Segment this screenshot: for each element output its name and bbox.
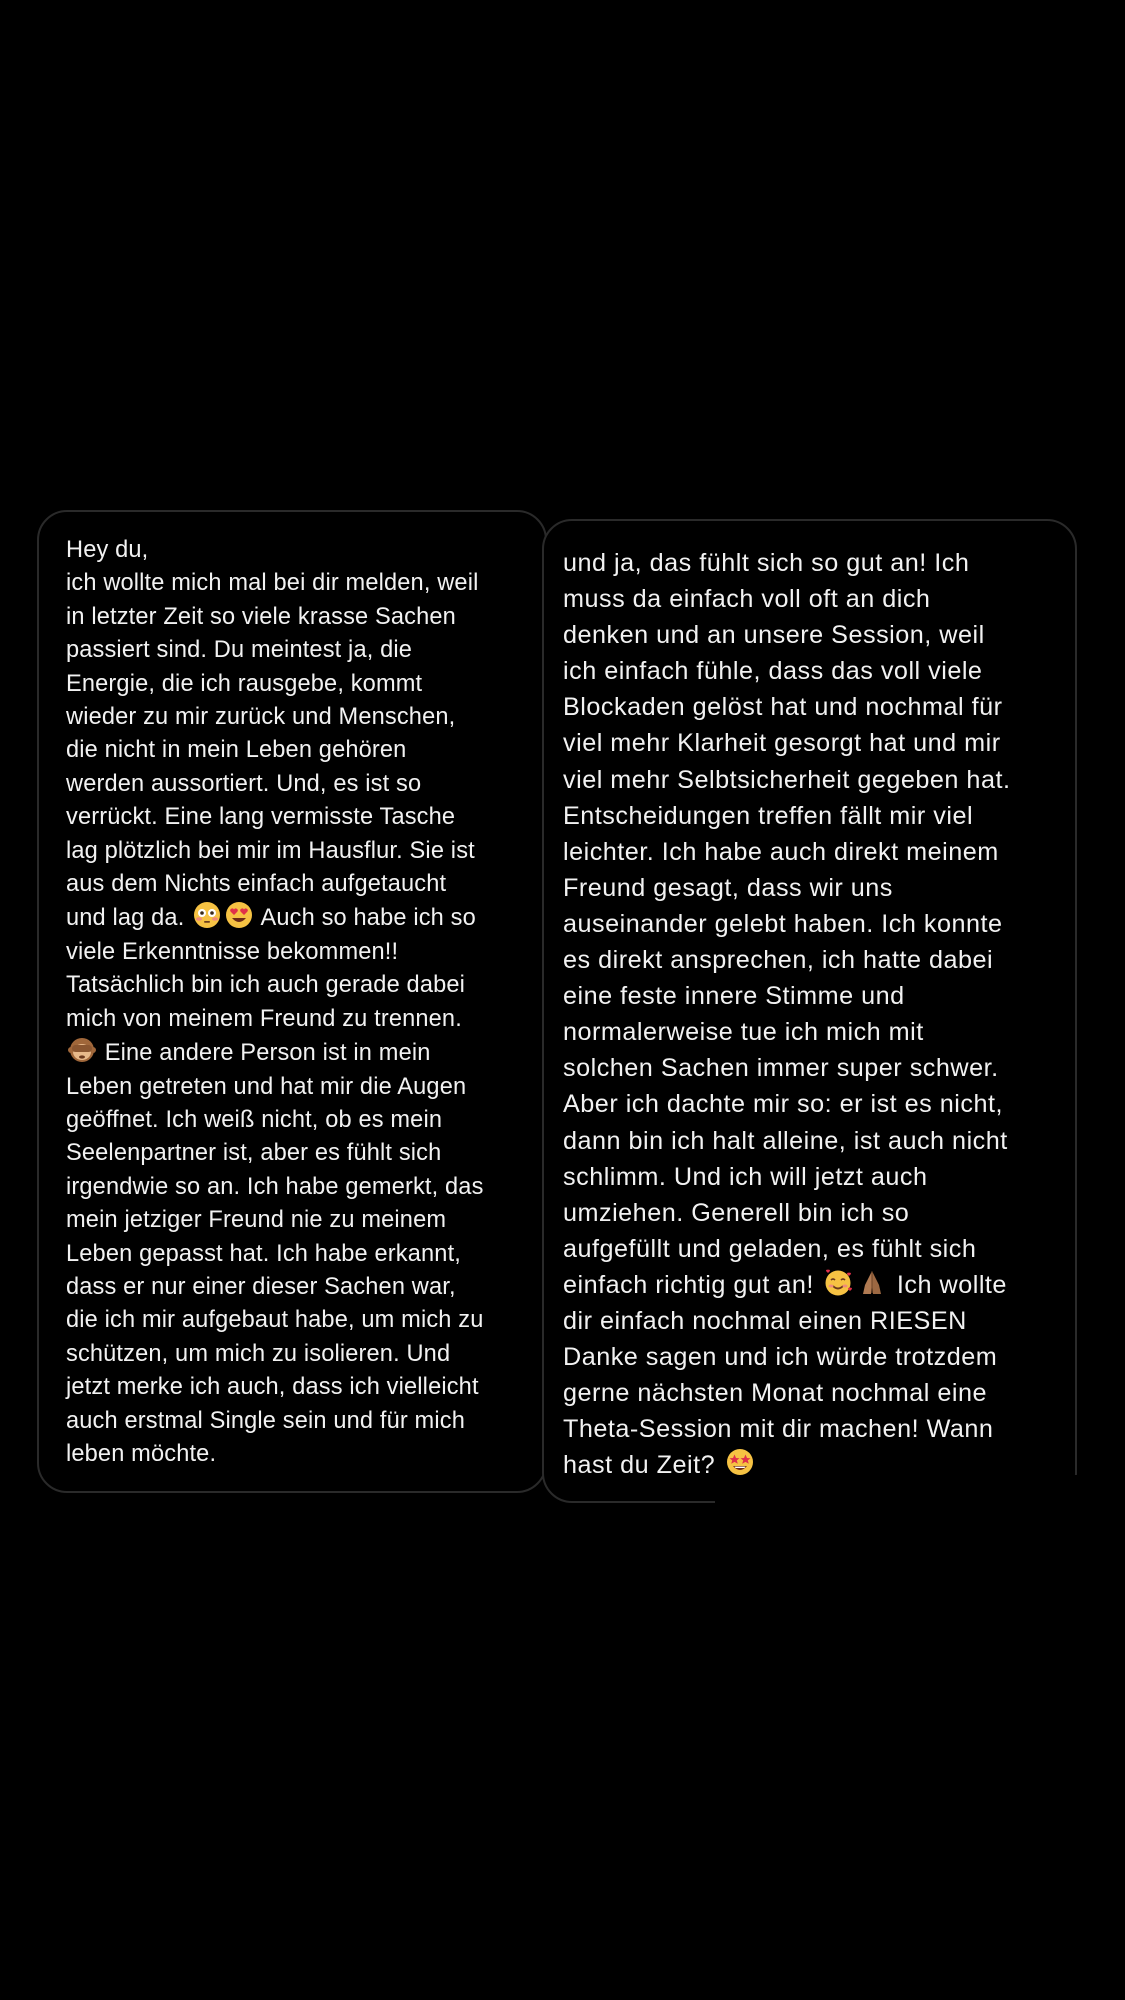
message-right-part-1: und ja, das fühlt sich so gut an! Ich muss da einfach voll oft an dich denken und an unsere Session, weil ich einfach fühle, dass das voll viele Blockaden gelöst hat und nochmal für viel mehr Klarheit gesorgt hat und mir viel mehr Selbtsicherheit gegeben hat. Entscheidungen treffen fällt mir viel leichter. Ich habe auch direkt meinem Freund gesagt, dass wir uns auseinander gelebt haben. Ich konnte es direkt ansprechen, ich hatte dabei eine feste innere Stimme und normalerweise tue ich mich mit solchen Sachen immer super schwer. Aber ich dachte mir so: er ist es nicht, dann bin ich halt alleine, ist auch nicht schlimm. Und ich will jetzt auch umziehen. Generell bin ich so aufgefüllt und geladen, es fühlt sich einfach richtig gut an! <box>563 549 1011 1299</box>
message-left-part-1: Hey du, ich wollte mich mal bei dir melden, weil in letzter Zeit so viele krasse Sachen passiert sind. Du meintest ja, die Energie, die ich rausgebe, kommt wieder zu mir zurück und Menschen, die nicht in mein Leben gehören werden aussortiert. Und, es ist so verrückt. Eine lang vermisste Tasche lag plötzlich bei mir im Hausflur. Sie ist aus dem Nichts einfach aufgetaucht und lag da. <box>66 537 479 932</box>
redaction-block <box>712 1520 1047 1572</box>
see-no-evil-monkey-icon <box>68 1036 96 1064</box>
message-left-part-3: Eine andere Person ist in mein Leben getreten und hat mir die Augen geöffnet. Ich weiß nicht, ob es mein Seelenpartner ist, aber es fühlt sich irgendwie so an. Ich habe gemerkt, das mein jetziger Freund nie zu meinem Leben gepasst hat. Ich habe erkannt, dass er nur einer dieser Sachen war, die ich mir aufgebaut habe, um mich zu schützen, um mich zu isolieren. Und jetzt merke ich auch, dass ich vielleicht auch erstmal Single sein und für mich leben möchte. <box>66 1040 484 1467</box>
message-text-left <box>66 534 525 1471</box>
flushed-face-icon <box>193 901 221 929</box>
message-bubble-right <box>542 519 1077 1503</box>
message-right-part-2: Ich wollte dir einfach nochmal einen RIESEN Danke sagen und ich würde trotzdem gerne nächsten Monat nochmal eine Theta-Session mit dir machen! Wann hast du Zeit? <box>563 1270 1007 1480</box>
star-struck-face-icon <box>725 1447 755 1477</box>
message-left-part-2: Auch so habe ich so viele Erkenntnisse bekommen!! Tatsächlich bin ich auch gerade dabei mich von meinem Freund zu trennen. <box>66 905 476 1032</box>
smiling-face-with-hearts-icon <box>823 1267 853 1297</box>
message-text-right <box>563 545 1055 1483</box>
message-bubble-left <box>37 510 547 1493</box>
heart-eyes-face-icon <box>225 901 253 929</box>
folded-hands-icon <box>857 1267 887 1297</box>
